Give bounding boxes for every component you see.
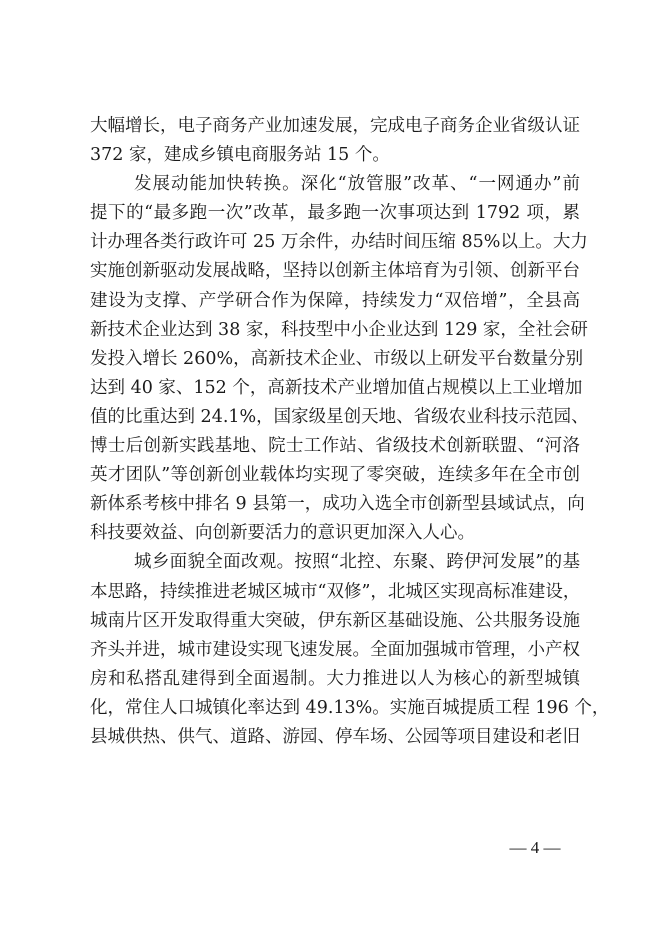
text-line: 值的比重达到 24.1%，国家级星创天地、省级农业科技示范园、 bbox=[90, 406, 589, 427]
paragraph-end-line: 372 家，建成乡镇电商服务站 15 个。 bbox=[90, 145, 390, 166]
text-line: 城南片区开发取得重大突破，伊东新区基础设施、公共服务设施 bbox=[90, 610, 580, 631]
page-number: — 4 — bbox=[509, 838, 561, 857]
body-text bbox=[90, 112, 610, 752]
text-line: 建设为支撑、产学研合作为保障，持续发力“双倍增”，全县高 bbox=[90, 290, 580, 311]
text-line: 英才团队”等创新创业载体均实现了零突破，连续多年在全市创 bbox=[90, 465, 580, 486]
text-line: 化，常住人口城镇化率达到 49.13%。实施百城提质工程 196 个， bbox=[90, 697, 610, 718]
paragraph-end-line: 科技要效益、向创新要活力的意识更加深入人心。 bbox=[90, 523, 475, 544]
text-line: 本思路，持续推进老城区城市“双修”，北城区实现高标准建设， bbox=[90, 581, 581, 602]
paragraph-start-line: 发展动能加快转换。深化“放管服”改革、“一网通办”前 bbox=[134, 174, 580, 195]
text-line: 齐头并进，城市建设实现飞速发展。全面加强城市管理，小产权 bbox=[90, 639, 580, 660]
paragraph-start-line: 城乡面貌全面改观。按照“北控、东聚、跨伊河发展”的基 bbox=[134, 552, 580, 573]
text-line: 提下的“最多跑一次”改革，最多跑一次事项达到 1792 项，累 bbox=[90, 203, 580, 224]
text-line: 发投入增长 260%，高新技术企业、市级以上研发平台数量分别 bbox=[90, 348, 584, 369]
text-line: 房和私搭乱建得到全面遏制。大力推进以人为核心的新型城镇 bbox=[90, 668, 580, 689]
text-line: 新技术企业达到 38 家，科技型中小企业达到 129 家，全社会研 bbox=[90, 319, 588, 340]
text-line: 计办理各类行政许可 25 万余件，办结时间压缩 85%以上。大力 bbox=[90, 232, 588, 253]
text-line: 大幅增长，电子商务产业加速发展，完成电子商务企业省级认证 bbox=[90, 116, 580, 136]
text-line: 达到 40 家、152 个，高新技术产业增加值占规模以上工业增加 bbox=[90, 377, 583, 398]
text-line: 新体系考核中排名 9 县第一，成功入选全市创新型县域试点，向 bbox=[90, 494, 585, 515]
text-line: 博士后创新实践基地、院士工作站、省级技术创新联盟、“河洛 bbox=[90, 436, 580, 457]
text-line: 县城供热、供气、道路、游园、停车场、公园等项目建设和老旧 bbox=[90, 726, 580, 747]
text-line: 实施创新驱动发展战略，坚持以创新主体培育为引领、创新平台 bbox=[90, 261, 580, 282]
